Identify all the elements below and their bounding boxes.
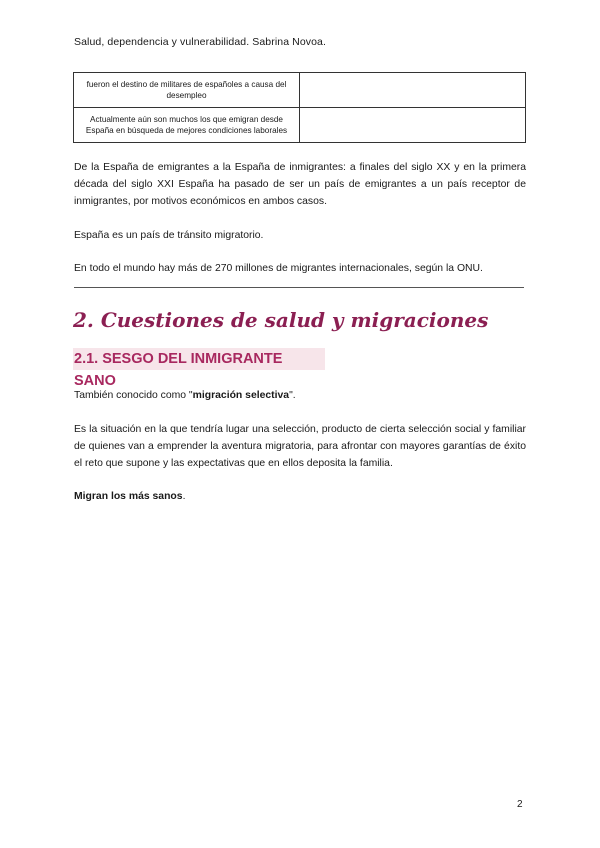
text-suffix: ". [289,390,296,401]
paragraph-onu: En todo el mundo hay más de 270 millones de migrantes internacionales, según la ONU. [74,263,483,274]
page-header: Salud, dependencia y vulnerabilidad. Sabrina Novoa. [74,36,327,48]
subsection-title: 2.1. SESGO DEL INMIGRANTE SANO [73,348,325,370]
table-cell [300,108,526,143]
bold-term: migración selectiva [192,390,290,401]
paragraph-transit: España es un país de tránsito migratorio. [74,230,264,241]
paragraph-also-known [74,387,526,404]
table-cell: Actualmente aún son muchos los que emigran desde España en búsqueda de mejores condiciones laborales [74,108,300,143]
paragraph-migran [74,488,526,505]
text-suffix: . [182,491,186,502]
continuation-table [73,72,526,143]
bold-statement: Migran los más sanos [74,491,183,502]
table-row [74,108,526,143]
table-cell [300,73,526,108]
table-cell: fueron el destino de militares de españoles a causa del desempleo [74,73,300,108]
paragraph-situation: Es la situación en la que tendría lugar una selección, producto de cierta selección social y familiar de quienes van a emprender la aventura migratoria, para afrontar con mayores garantías de éxito el reto que supone y las expectativas que en ellos deposita la familia. [74,424,526,469]
page-number: 2 [517,799,523,810]
paragraph-emigrants: De la España de emigrantes a la España de inmigrantes: a finales del siglo XX y en la primera década del siglo XXI España ha pasado de ser un país de emigrantes a un país receptor de inmigrantes, por motivos económicos en ambos casos. [74,162,526,207]
section-title: 2. Cuestiones de salud y migraciones [73,308,489,332]
table-row [74,73,526,108]
text-prefix: También conocido como " [74,390,193,401]
section-divider [74,287,524,288]
